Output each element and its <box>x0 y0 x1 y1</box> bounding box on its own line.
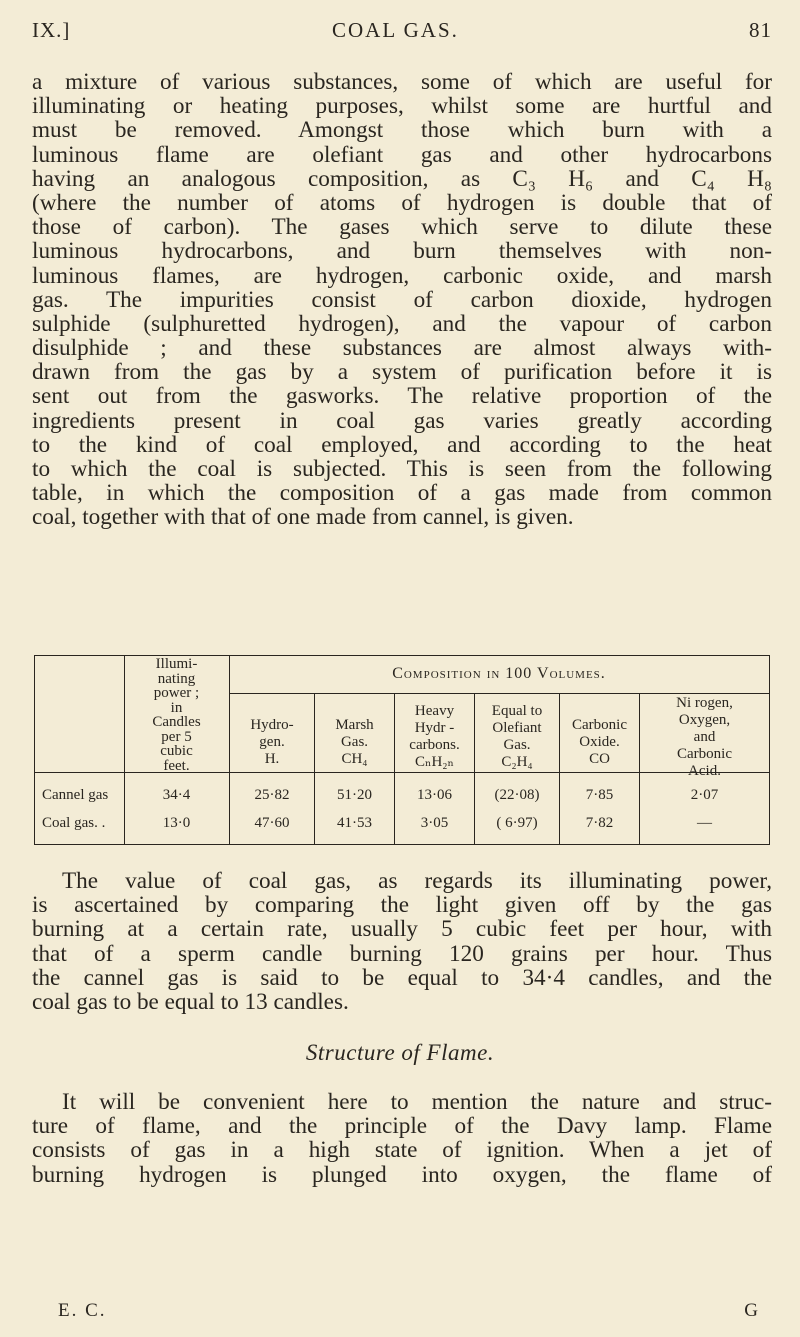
header-line: gen. <box>259 734 285 750</box>
text-line: having an analogous composition, as C₃ H₆ and C₄ H₈ <box>32 165 772 192</box>
text-line: sulphide (sulphuretted hydrogen), and the vapour of carbon <box>32 310 772 337</box>
table-rule-bottom <box>34 844 770 845</box>
header-line: H. <box>264 751 280 767</box>
coal-nitrogen: — <box>697 815 712 831</box>
header-line: Hydro- <box>250 717 294 733</box>
header-line: Hydr - <box>414 720 455 736</box>
cannel-illuminating: 34·4 <box>162 787 191 803</box>
text-line: those of carbon). The gases which serve to dilute these <box>32 214 772 241</box>
text-line: to which the coal is subjected. This is seen from the following <box>32 456 772 482</box>
header-line: Gas. <box>340 734 369 750</box>
cannel-heavy-hydrocarbons: 13·06 <box>417 787 452 803</box>
header-line: Acid. <box>688 763 721 779</box>
row-label-cannel-gas: Cannel gas <box>42 787 109 803</box>
text-line: ture of flame, and the principle of the Davy lamp. Flame <box>32 1113 772 1140</box>
header-line: CₙH₂ₙ <box>414 754 455 770</box>
text-line: disulphide ; and these substances are almost always with- <box>32 335 772 362</box>
header-illuminating-power <box>124 657 229 773</box>
text-line: burning at a certain rate, usually 5 cubic feet per hour, with <box>32 916 772 943</box>
paragraph-flame <box>32 1090 772 1187</box>
coal-carbonic-oxide: 7·82 <box>585 815 614 831</box>
header-line: per 5 <box>161 728 192 745</box>
text-line: the cannel gas is said to be equal to 34·4 candles, and the <box>32 964 772 991</box>
table-rule-group <box>229 693 769 694</box>
header-heavy-hydrocarbons <box>395 703 474 771</box>
text-line: a mixture of various substances, some of which are useful for <box>32 69 772 95</box>
header-line: Oxide. <box>579 734 620 750</box>
text-line: luminous flame are olefiant gas and other hydrocarbons <box>32 141 772 168</box>
text-line: to the kind of coal employed, and according to the heat <box>32 431 772 458</box>
header-marsh-gas <box>315 717 394 768</box>
header-line: Oxygen, <box>678 712 731 728</box>
text-line: sent out from the gasworks. The relative proportion of the <box>32 383 772 410</box>
text-line: burning hydrogen is plunged into oxygen, the flame of <box>32 1161 772 1188</box>
chapter-number: IX.] <box>32 18 71 42</box>
header-line: and <box>693 729 716 745</box>
header-line: cubic <box>160 743 193 759</box>
header-line: in <box>170 699 183 716</box>
gathering-letter: G <box>744 1300 758 1321</box>
text-line: illuminating or heating purposes, whilst some are hurtful and <box>32 93 772 120</box>
table-rule-top <box>34 655 770 656</box>
text-line: gas. The impurities consist of carbon dioxide, hydrogen <box>32 286 772 313</box>
paragraph-illuminating-value <box>32 869 772 1014</box>
signature-mark: E. C. <box>58 1300 107 1321</box>
header-line: Marsh <box>335 717 374 733</box>
text-line: luminous hydrocarbons, and burn themselves with non- <box>32 238 772 265</box>
header-line: Gas. <box>503 737 531 753</box>
text-line: ingredients present in coal gas varies greatly according <box>32 407 772 434</box>
paragraph-composition <box>32 70 772 530</box>
header-line: Olefiant <box>492 720 542 736</box>
running-title: COAL GAS. <box>332 18 459 42</box>
page-number: 81 <box>749 18 772 42</box>
text-line: luminous flames, are hydrogen, carbonic oxide, and marsh <box>32 262 772 289</box>
text-line: must be removed. Amongst those which burn with a <box>32 117 772 144</box>
header-line: Carbonic <box>677 746 732 762</box>
header-line: CO <box>589 751 610 767</box>
header-line: CH₄ <box>341 751 368 767</box>
header-line: nating <box>157 670 196 687</box>
header-line: Heavy <box>414 703 455 719</box>
text-line: coal, together with that of one made from cannel, is given. <box>32 504 574 531</box>
text-line: (where the number of atoms of hydrogen is double that of <box>32 189 772 216</box>
header-line: carbons. <box>409 737 460 753</box>
header-nitrogen-oxygen-acid <box>640 695 769 780</box>
cannel-olefiant: (22·08) <box>494 787 540 803</box>
header-line: C₂H₄ <box>501 754 533 770</box>
header-line: Equal to <box>491 703 543 719</box>
text-line: The value of coal gas, as regards its illuminating power, <box>62 868 772 894</box>
text-line: table, in which the composition of a gas made from common <box>32 480 772 507</box>
coal-heavy-hydrocarbons: 3·05 <box>420 815 449 831</box>
header-line: power ; <box>153 685 200 701</box>
header-line: Carbonic <box>572 717 627 733</box>
cannel-nitrogen: 2·07 <box>690 787 719 803</box>
row-label-coal-gas: Coal gas. . <box>42 815 106 831</box>
header-line: Ni rogen, <box>676 695 733 711</box>
cannel-hydrogen: 25·82 <box>254 787 290 803</box>
table-rule-right <box>769 655 770 845</box>
header-olefiant-gas <box>475 703 559 771</box>
header-composition-group: Composition in 100 Volumes. <box>392 665 606 682</box>
coal-marsh-gas: 41·53 <box>337 815 372 831</box>
coal-illuminating: 13·0 <box>162 815 191 831</box>
header-line: feet. <box>163 757 190 774</box>
text-line: drawn from the gas by a system of purification before it is <box>32 359 772 386</box>
text-line: It will be convenient here to mention the nature and struc- <box>62 1089 772 1115</box>
header-carbonic-oxide <box>560 717 639 768</box>
section-heading: Structure of Flame. <box>305 1040 495 1065</box>
text-line: consists of gas in a high state of ignition. When a jet of <box>32 1137 772 1164</box>
gas-composition-table <box>34 655 770 845</box>
coal-olefiant: ( 6·97) <box>496 815 538 831</box>
table-rule-left <box>34 655 35 845</box>
text-line: is ascertained by comparing the light given off by the gas <box>32 892 772 919</box>
header-hydrogen <box>230 717 314 768</box>
header-line: Illumi- <box>155 656 198 672</box>
running-header <box>32 18 772 46</box>
cannel-marsh-gas: 51·20 <box>337 787 372 803</box>
cannel-carbonic-oxide: 7·85 <box>585 787 614 803</box>
coal-hydrogen: 47·60 <box>254 815 290 831</box>
text-line: that of a sperm candle burning 120 grains per hour. Thus <box>32 940 772 967</box>
text-line: coal gas to be equal to 13 candles. <box>32 988 349 1015</box>
header-line: Candles <box>152 714 201 730</box>
